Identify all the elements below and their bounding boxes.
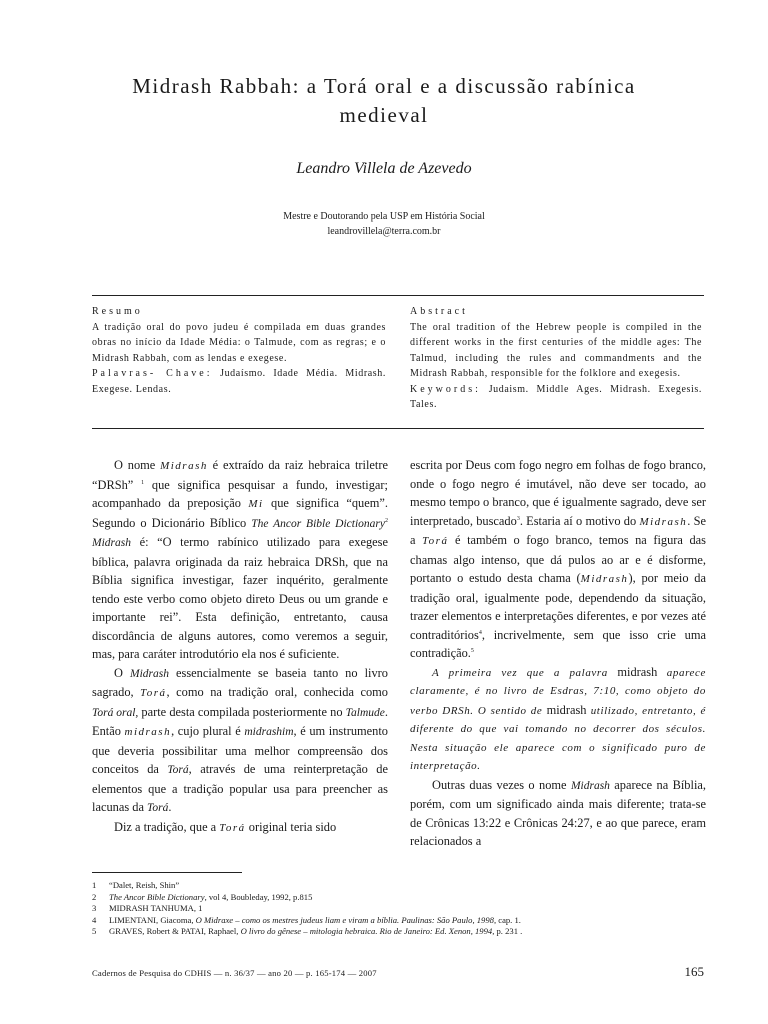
resumo-text: A tradição oral do povo judeu é compilada em duas grandes obras no início da Idade Média: o Talmude, com as regras; e o Midrash Rabbah, com as lendas e exegese.	[92, 321, 386, 364]
article-title: Midrash Rabbah: a Torá oral e a discussão rabínica medieval	[132, 74, 636, 127]
footnote-ref-2[interactable]: 2	[384, 517, 388, 524]
footnotes	[92, 880, 704, 938]
resumo-block	[92, 304, 386, 397]
abstract-keywords	[410, 382, 702, 413]
footnote-ref-4[interactable]: 4	[478, 629, 482, 636]
affiliation: Mestre e Doutorando pela USP em História Social	[283, 211, 485, 222]
abstract-block	[410, 304, 702, 413]
footnote-3: 3 MIDRASH TANHUMA, 1	[92, 903, 203, 914]
body-paragraph-2: O Midrash essencialmente se baseia tanto no livro sagrado, Torá, como na tradição oral, conhecida como Torá oral, parte desta compilada posteriormente no Talmude. Então midrash, cujo plural é midrashim, é um instrumento que deveria possibilitar uma melhor compreensão dos conceitos da Torá, através de uma reinterpretação de elementos que a tradição popular usa para preencher as lacunas da Torá.	[92, 665, 388, 814]
abstract-keywords-values: Judaism. Middle Ages. Midrash. Exegesis. Tales.	[410, 383, 702, 410]
resumo-heading: Resumo	[92, 306, 143, 317]
affiliation-block	[90, 209, 678, 239]
body-paragraph-3-cont: escrita por Deus com fogo negro em folhas de fogo branco, onde o fogo negro é imutável, não deve ser tocado, ao mesmo tempo o branco, que é igualmente sagrado, deve ser interpretado, buscado$^3$. Estaria aí o motivo do Midrash. Se a Torá é também o fogo branco, temos na figura das chamas algo intenso, que dá pulos ao ar e é disforme, portanto o estudo desta chama (Midrash), por meio da tradição oral, igualmente pode, dependendo da situação, trazer elementos e interpretações diferentes, e por vezes até contraditórios$^4$, incrivelmente, sem que isso crie uma contradição.$^5$	[410, 458, 706, 660]
body-column-left	[92, 456, 388, 837]
journal-citation: Cadernos de Pesquisa do CDHIS — n. 36/37 — ano 20 — p. 165-174 — 2007	[92, 968, 377, 978]
page-number: 165	[684, 964, 704, 979]
footnote-rule	[92, 872, 242, 873]
resumo-keywords	[92, 366, 386, 397]
body-column-right	[410, 456, 706, 851]
footnote-4: 4 LIMENTANI, Giacoma, O Midraxe – como os mestres judeus liam e viram a bíblia. Paulinas: São Paulo, 1998, cap. 1.	[92, 914, 521, 925]
body-paragraph-5: Outras duas vezes o nome Midrash aparece na Bíblia, porém, com um significado ainda mais diferente; trata-se de Crônicas 13:22 e Crônicas 24:27, e ao que parece, eram relacionados a	[410, 777, 706, 848]
footnote-ref-3[interactable]: 3	[516, 515, 520, 522]
resumo-keywords-label: Palavras- Chave:	[92, 368, 213, 379]
resumo-keywords-values: Judaísmo. Idade Média. Midrash. Exegese. Lendas.	[92, 368, 386, 395]
footnote-ref-5[interactable]: 5	[470, 647, 474, 654]
body-paragraph-1: O nome Midrash é extraído da raiz hebraica triletre “DRSh” $^1$ que significa pesquisar a fundo, investigar; acompanhado da preposição Mi que significa “quem”. Segundo o Dicionário Bíblico The Ancor Bible Dictionary$^2$ Midrash é: “O termo rabínico utilizado para exegese bíblica, palavra originada da raiz hebraica DRSh, que na Bíblia significa investigar, fazer inquérito, geralmente tendo este verbo como objeto direto Deus ou um grande e importante rei”. Esta definição, entretanto, causa discordância de alguns autores, como veremos a seguir, mas, para caráter introdutório ela nos é suficiente.	[92, 458, 388, 661]
abstract-keywords-label: Keywords:	[410, 383, 481, 395]
footnote-ref-1[interactable]: 1	[141, 479, 145, 486]
footnote-1: 1 “Dalet, Reish, Shin”	[92, 880, 180, 890]
author-email[interactable]: leandrovillela@terra.com.br	[327, 226, 441, 237]
footnote-5: 5 GRAVES, Robert & PATAI, Raphael, O livro do gênese – mitologia hebraica. Rio de Janeiro: Ed. Xenon, 1994, p. 231 .	[92, 926, 523, 937]
abstract-heading: Abstract	[410, 306, 468, 317]
author-name: Leandro Villela de Azevedo	[296, 160, 472, 177]
body-paragraph-3-start: Diz a tradição, que a Torá original teria sido	[114, 819, 337, 834]
footnote-2: 2 The Ancor Bible Dictionary, vol 4, Boubleday, 1992, p.815	[92, 891, 313, 902]
abstract-text: The oral tradition of the Hebrew people is compiled in the different works in the first centuries of the middle ages: The Talmud, including the rules and commandments and the Midrash Rabbah, responsible for the folklore and exegesis.	[410, 321, 702, 379]
body-paragraph-4: A primeira vez que a palavra midrash aparece claramente, é no livro de Esdras, 7:10, como objeto do verbo DRSh. O sentido de midrash utilizado, entretanto, é diferente do que vai tomando no decorrer dos séculos. Nesta situação ele aparece com o significado puro de interpretação.	[410, 664, 706, 772]
abstract-top-rule	[92, 295, 704, 296]
abstract-bottom-rule	[92, 428, 704, 429]
